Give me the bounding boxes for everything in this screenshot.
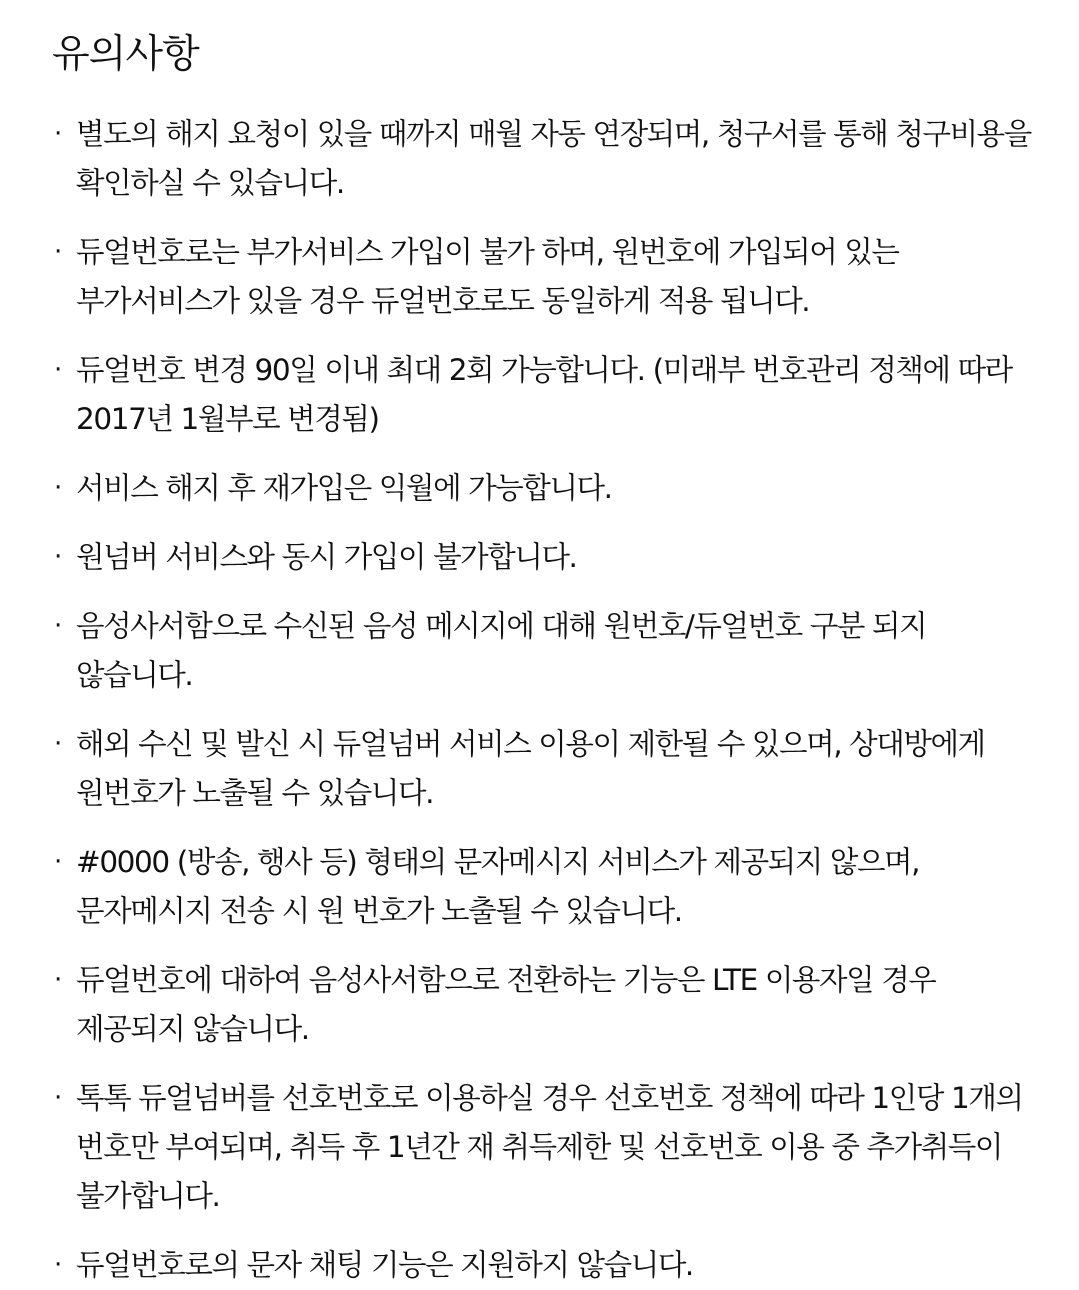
notice-list — [52, 110, 1039, 1290]
bullet-dot: · — [54, 473, 61, 503]
notice-item — [52, 110, 1039, 208]
bullet-dot: · — [54, 847, 61, 877]
bullet-dot: · — [54, 237, 61, 267]
notice-item — [52, 533, 1039, 582]
bullet-dot: · — [54, 355, 61, 385]
bullet-dot: · — [54, 1250, 61, 1280]
notice-item-text: 듀얼번호로의 문자 채팅 기능은 지원하지 않습니다. — [76, 1248, 693, 1282]
notice-item-text: 듀얼번호에 대하여 음성사서함으로 전환하는 기능은 LTE 이용자일 경우 제공되지 않습니다. — [76, 963, 936, 1046]
bullet-dot: · — [54, 1083, 61, 1113]
notice-item-text: 톡톡 듀얼넘버를 선호번호로 이용하실 경우 선호번호 정책에 따라 1인당 1개의 번호만 부여되며, 취득 후 1년간 재 취득제한 및 선호번호 이용 중 추가취득이 불가합니다. — [76, 1081, 1023, 1213]
notice-title: 유의사항 — [52, 32, 199, 77]
bullet-dot: · — [54, 542, 61, 572]
bullet-dot: · — [54, 729, 61, 759]
notice-item-text: 듀얼번호로는 부가서비스 가입이 불가 하며, 원번호에 가입되어 있는 부가서비스가 있을 경우 듀얼번호로도 동일하게 적용 됩니다. — [76, 235, 899, 318]
notice-item-text: 서비스 해지 후 재가입은 익월에 가능합니다. — [76, 471, 612, 505]
bullet-dot: · — [54, 611, 61, 641]
notice-item — [52, 464, 1039, 513]
notice-item-text: 듀얼번호 변경 90일 이내 최대 2회 가능합니다. (미래부 번호관리 정책에 따라 2017년 1월부로 변경됨) — [76, 353, 1012, 436]
notice-item — [52, 346, 1039, 444]
notice-item — [52, 956, 1039, 1054]
notice-item — [52, 838, 1039, 936]
notice-item — [52, 1074, 1039, 1221]
notice-item-text: #0000 (방송, 행사 등) 형태의 문자메시지 서비스가 제공되지 않으며, 문자메시지 전송 시 원 번호가 노출될 수 있습니다. — [76, 845, 920, 928]
notice-item-text: 원넘버 서비스와 동시 가입이 불가합니다. — [76, 540, 577, 574]
notice-item — [52, 228, 1039, 326]
notice-item — [52, 1241, 1039, 1290]
notice-item-text: 해외 수신 및 발신 시 듀얼넘버 서비스 이용이 제한될 수 있으며, 상대방에게 원번호가 노출될 수 있습니다. — [76, 727, 985, 810]
notice-item-text: 음성사서함으로 수신된 음성 메시지에 대해 원번호/듀얼번호 구분 되지 않습니다. — [76, 609, 927, 692]
notice-item-text: 별도의 해지 요청이 있을 때까지 매월 자동 연장되며, 청구서를 통해 청구비용을 확인하실 수 있습니다. — [76, 117, 1031, 200]
bullet-dot: · — [54, 965, 61, 995]
notice-item — [52, 720, 1039, 818]
bullet-dot: · — [54, 119, 61, 149]
notice-item — [52, 602, 1039, 700]
